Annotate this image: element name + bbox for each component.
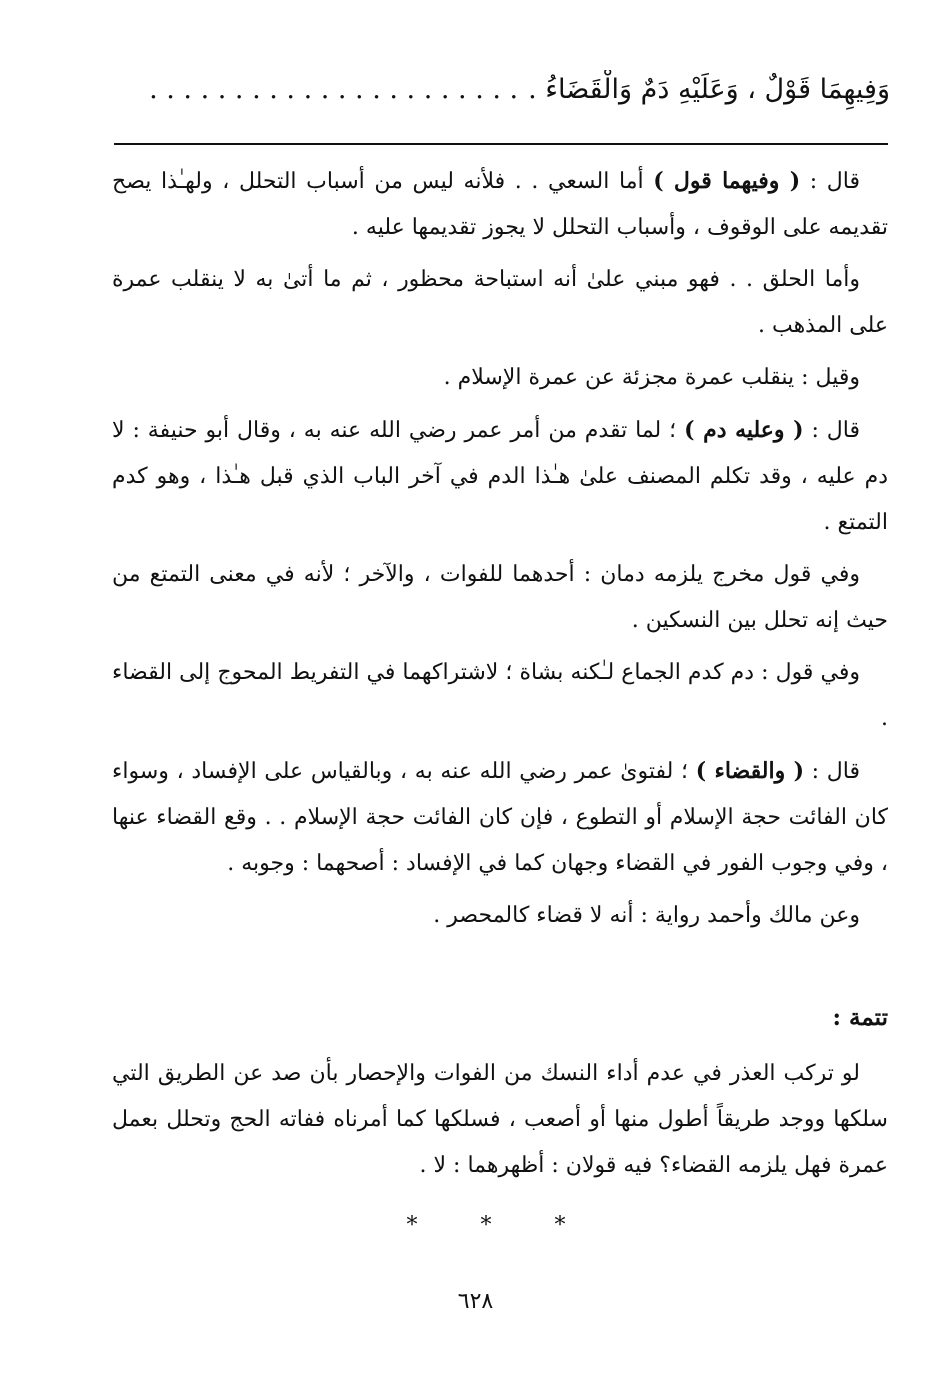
section-title: تتمة : <box>832 1004 888 1031</box>
matn-quote: ( والقضاء ) <box>695 758 804 784</box>
header-title: وَفِيهِمَا قَوْلٌ ، وَعَلَيْهِ دَمٌ وَالْقَضَاءُ . <box>528 74 890 105</box>
paragraph-text: وفي قول : دم كدم الجماع لـٰكنه بشاة ؛ لاشتراكهما في التفريط المحوج إلى القضاء . <box>112 660 888 731</box>
paragraph-lead: قال : <box>800 169 860 194</box>
running-header <box>112 70 890 110</box>
paragraph-text: وأما الحلق . . فهو مبني علىٰ أنه استباحة محظور ، ثم ما أتىٰ به لا ينقلب عمرة على المذهب . <box>112 267 888 338</box>
paragraph-lead: قال : <box>803 759 860 784</box>
paragraph-text: وفي قول مخرج يلزمه دمان : أحدهما للفوات ، والآخر ؛ لأنه في معنى التمتع من حيث إنه تحلل بين النسكين . <box>112 562 888 633</box>
paragraph <box>112 158 888 251</box>
header-dots: . . . . . . . . . . . . . . . . . . . . . . <box>149 74 519 105</box>
asterisk-separator: * * * <box>406 1213 594 1238</box>
section-paragraph: لو تركب العذر في عدم أداء النسك من الفوات والإحصار بأن صد عن الطريق التي سلكها ووجد طريقاً أطول منها أو أصعب ، فسلكها كما أمرناه ففاته الحج وتحلل بعمل عمرة فهل يلزمه القضاء؟ فيه قولان : أظهرهما : لا . <box>112 1061 888 1178</box>
header-rule <box>114 143 888 145</box>
matn-quote: ( وعليه دم ) <box>684 417 804 443</box>
page-number: ٦٢٨ <box>457 1289 494 1314</box>
paragraph-text: ؛ لفتوىٰ عمر رضي الله عنه به ، وبالقياس على الإفساد ، وسواء كان الفائت حجة الإسلام أو التطوع ، فإن كان الفائت حجة الإسلام . . وقع القضاء عنها ، وفي وجوب الفور في القضاء وجهان كما في الإفساد : أصحهما : وجوبه . <box>112 759 888 876</box>
paragraph-text: ؛ لما تقدم من أمر عمر رضي الله عنه به ، وقال أبو حنيفة : لا دم عليه ، وقد تكلم المصنف علىٰ هـٰذا الدم في آخر الباب الذي قبل هـٰذا ، وهو كدم التمتع . <box>112 418 888 535</box>
commentary-body <box>112 158 888 1249</box>
paragraph-lead: قال : <box>803 418 860 443</box>
paragraph <box>112 893 888 939</box>
paragraph <box>112 257 888 349</box>
paragraph <box>112 552 888 644</box>
paragraph <box>112 355 888 401</box>
paragraph-text: أما السعي . . فلأنه ليس من أسباب التحلل ، ولهـٰذا يصح تقديمه على الوقوف ، وأسباب التحلل لا يجوز تقديمها عليه . <box>112 169 888 240</box>
paragraph <box>112 407 888 546</box>
paragraph-text: وعن مالك وأحمد رواية : أنه لا قضاء كالمحصر . <box>433 903 860 928</box>
matn-quote: ( وفيهما قول ) <box>653 168 801 194</box>
paragraph <box>112 748 888 887</box>
paragraph-text: وقيل : ينقلب عمرة مجزئة عن عمرة الإسلام . <box>443 365 860 390</box>
paragraph <box>112 650 888 742</box>
